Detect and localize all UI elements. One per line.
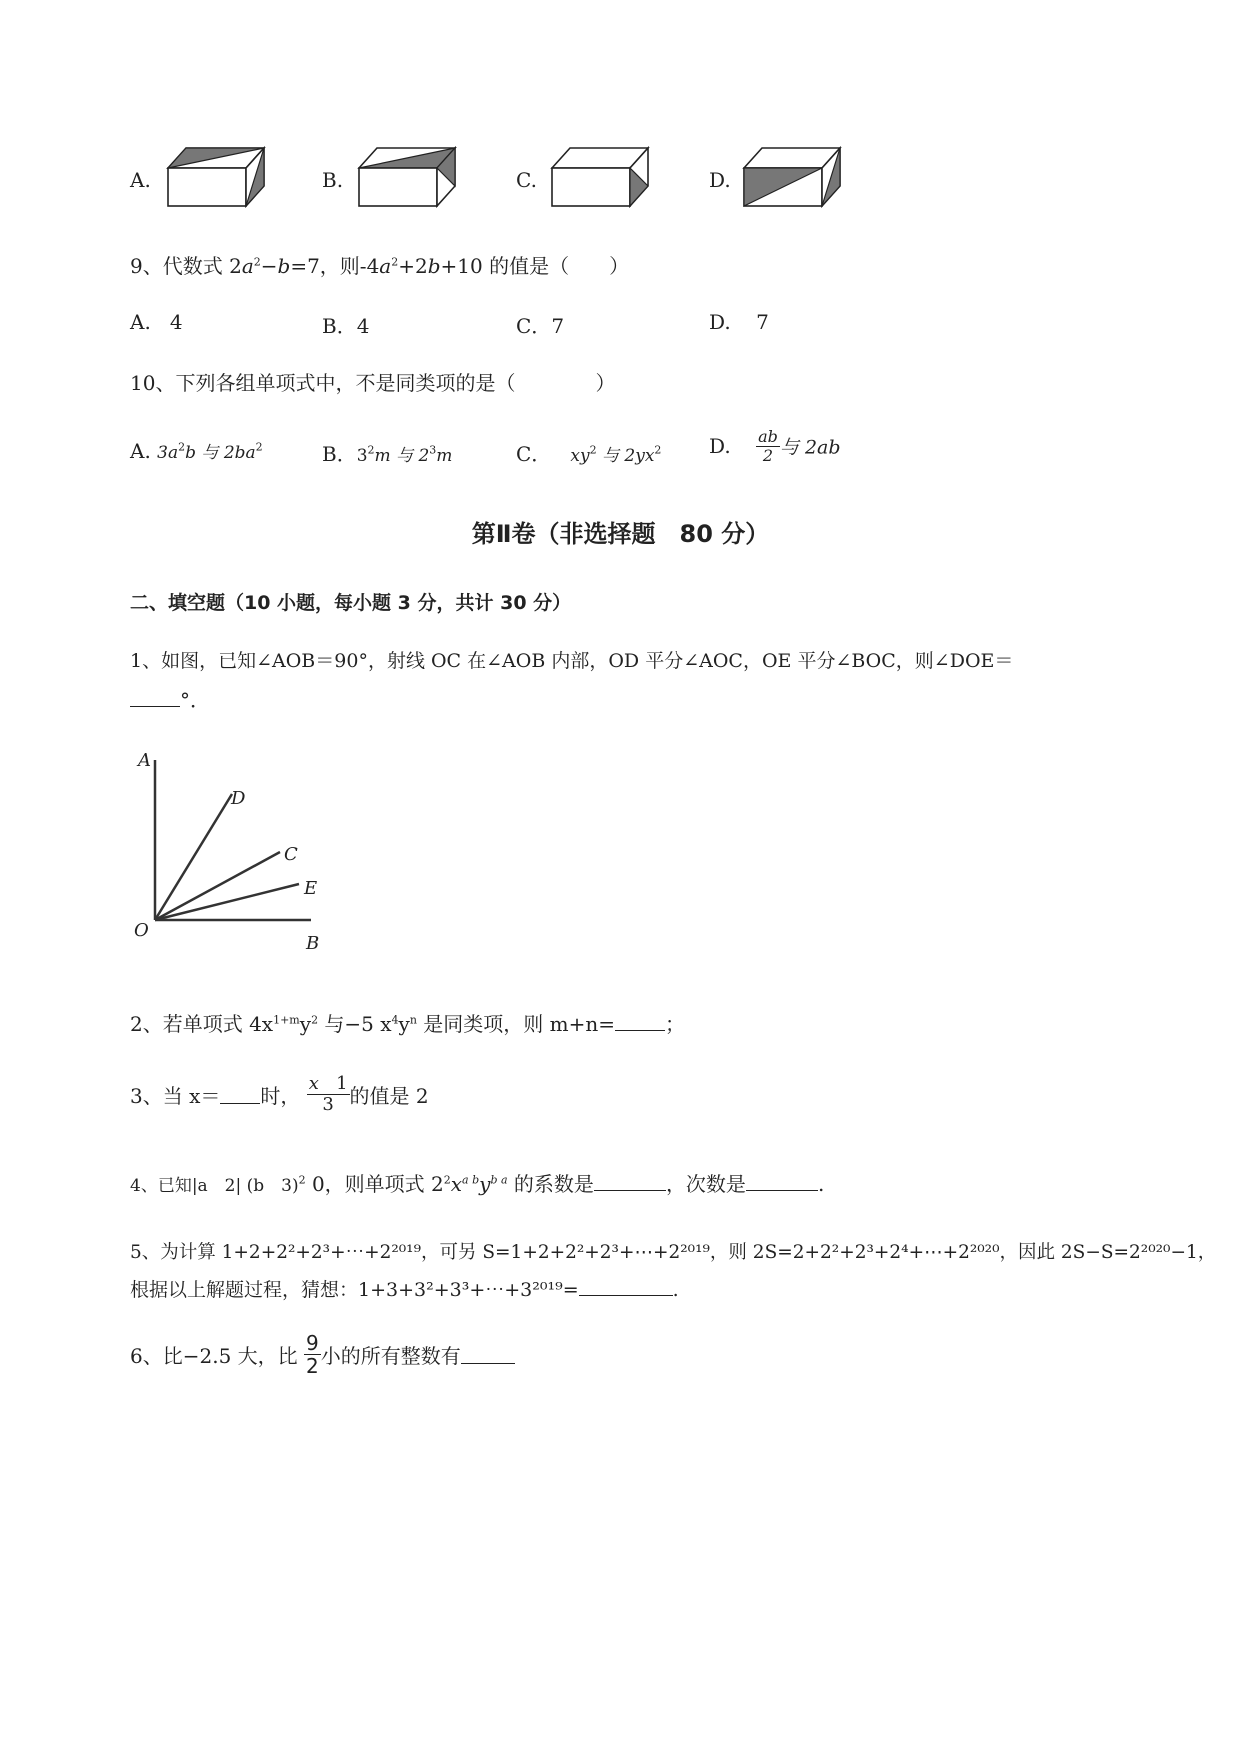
f1-answer-blank[interactable] <box>130 688 180 707</box>
label-d: D <box>231 788 246 809</box>
q10-option-b: B．$3^2m$ 与 $2^3m$ <box>322 442 453 466</box>
f6-answer-blank[interactable] <box>461 1345 515 1364</box>
q8-option-b-label: B. <box>322 168 344 192</box>
f1-line1: 1、如图，已知∠AOB＝90°，射线 OC 在∠AOB 内部，OD 平分∠AOC，OE 平分∠BOC，则∠DOE＝ <box>130 650 1014 672</box>
q9-option-b: B．4 <box>322 314 370 338</box>
section-fill-in-title: 二、填空题（10 小题，每小题 3 分，共计 30 分） <box>130 592 572 614</box>
f3-stem: 3、当 x＝ 时， $\frac{x 1}{3}$ 的值是 2 <box>130 1073 429 1115</box>
q10-option-d: D. $\frac{ab}{2}$ 与 2ab <box>709 427 841 465</box>
f4-degree-blank[interactable] <box>746 1172 818 1191</box>
q8-option-c-figure <box>548 144 652 210</box>
f5-answer-blank[interactable] <box>579 1277 673 1296</box>
f5-line1: 5、为计算 1+2+2²+2³+⋯+2²⁰¹⁹，可另 S=1+2+2²+2³+⋯+2²⁰¹⁹，则 2S=2+2²+2³+2⁴+⋯+2²⁰²⁰，因此 2S−S=2²⁰²⁰−1， <box>130 1242 1217 1263</box>
f6-stem: 6、比−2.5 大，比 $\frac{9}{2}$ 小的所有整数有 <box>130 1332 515 1377</box>
fraction-ab-over-2: $\frac{ab}{2}$ <box>758 427 778 465</box>
q10-option-a: A. $3a^2b$ 与 $2ba^2$ <box>130 439 263 463</box>
f2-stem: 2、若单项式 $4x^{1+m}y^2$ 与−5 $x^4y^n$ 是同类项，则 m+n= ； <box>130 1012 686 1036</box>
label-e: E <box>304 878 318 899</box>
q8-option-a-figure <box>164 144 268 210</box>
label-b: B <box>306 933 320 954</box>
f6-fraction: $\frac{9}{2}$ <box>306 1331 319 1378</box>
f1-angle-diagram <box>128 748 338 958</box>
q9-option-c: C．7 <box>516 314 565 338</box>
q10-stem: 10、下列各组单项式中，不是同类项的是（ ） <box>130 371 616 395</box>
q8-option-d-label: D. <box>709 168 731 192</box>
f5-line2: 根据以上解题过程，猜想：1+3+3²+3³+⋯+3²⁰¹⁹= . <box>130 1279 679 1301</box>
f3-fraction: $\frac{x 1}{3}$ <box>308 1073 348 1115</box>
label-o: O <box>134 920 149 941</box>
f1-line2: °． <box>130 684 210 713</box>
q8-option-a-label: A. <box>130 168 151 192</box>
q8-option-d-figure <box>740 144 844 210</box>
label-c: C <box>284 844 298 865</box>
f4-stem: 4、已知|a 2| (b 3)$^2$ 0，则单项式 $2^2x^{a b}y^{b a}$ 的系数是 ，次数是 . <box>130 1172 825 1196</box>
q8-option-c-label: C. <box>516 168 537 192</box>
q10-option-c: C． $xy^2$ 与 $2yx^2$ <box>516 442 662 466</box>
q8-option-b-figure <box>355 144 459 210</box>
f4-coefficient-blank[interactable] <box>594 1172 666 1191</box>
q9-option-d: D. 7 <box>709 310 769 334</box>
label-a: A <box>138 750 151 771</box>
q9-stem: 9、代数式 $2a^2-b=7$，则$-4a^2+2b+10$ 的值是（ ） <box>130 254 630 278</box>
f2-answer-blank[interactable] <box>615 1012 665 1031</box>
part2-title: 第Ⅱ卷（非选择题 80 分） <box>471 520 770 548</box>
q9-option-a: A. 4 <box>130 310 183 334</box>
f3-answer-blank[interactable] <box>220 1085 260 1104</box>
